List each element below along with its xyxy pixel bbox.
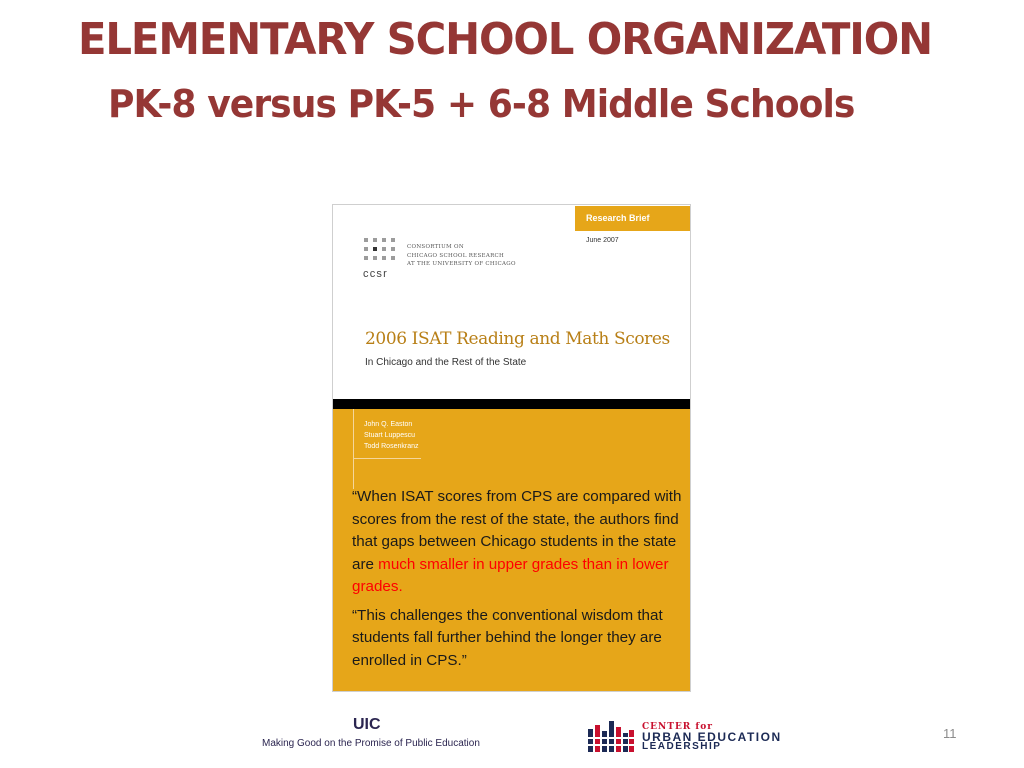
cuel-center-for: CENTER for (642, 722, 714, 732)
author-name: Stuart Luppescu (364, 432, 415, 439)
cover-divider-bar (333, 399, 690, 409)
cover-white-panel (333, 205, 690, 399)
research-quote (352, 486, 691, 672)
author-name: Todd Rosenkranz (364, 443, 419, 450)
author-list (364, 419, 418, 452)
uic-logo-text: UIC (353, 716, 381, 733)
author-name: John Q. Easton (364, 421, 413, 428)
quote-paragraph-2: “This challenges the conventional wisdom that students fall further behind the longer they are enrolled in CPS.” (352, 606, 663, 669)
quote-paragraph-1: “When ISAT scores from CPS are compared with scores from the rest of the state, the authors find that gaps between Chicago students in the state are much smaller in upper grades than in lower grades. (352, 488, 682, 595)
footer-tagline: Making Good on the Promise of Public Education (262, 738, 480, 749)
cuel-line-1: URBAN EDUCATION (642, 730, 782, 744)
report-title: 2006 ISAT Reading and Math Scores (365, 329, 670, 349)
cover-rule-horizontal (353, 458, 421, 459)
report-subtitle: In Chicago and the Rest of the State (365, 357, 527, 368)
cuel-line-2: LEADERSHIP (642, 741, 722, 752)
research-brief-tab: Research Brief (575, 206, 691, 231)
cuel-skyline-logo-icon (588, 721, 634, 752)
cover-rule-vertical (353, 409, 354, 489)
quote-highlight: much smaller in upper grades than in lower grades. (352, 555, 669, 595)
slide-subtitle: PK-8 versus PK-5 + 6-8 Middle Schools (108, 82, 855, 126)
slide-title: ELEMENTARY SCHOOL ORGANIZATION (78, 14, 932, 65)
report-cover-image (332, 204, 691, 692)
page-number: 11 (943, 726, 957, 741)
ccsr-wordmark: ccsr (363, 268, 388, 280)
brief-date: June 2007 (586, 237, 619, 244)
consortium-name: CONSORTIUM ON CHICAGO SCHOOL RESEARCH AT THE UNIVERSITY OF CHICAGO (407, 244, 516, 267)
ccsr-dots-logo-icon (364, 238, 397, 272)
